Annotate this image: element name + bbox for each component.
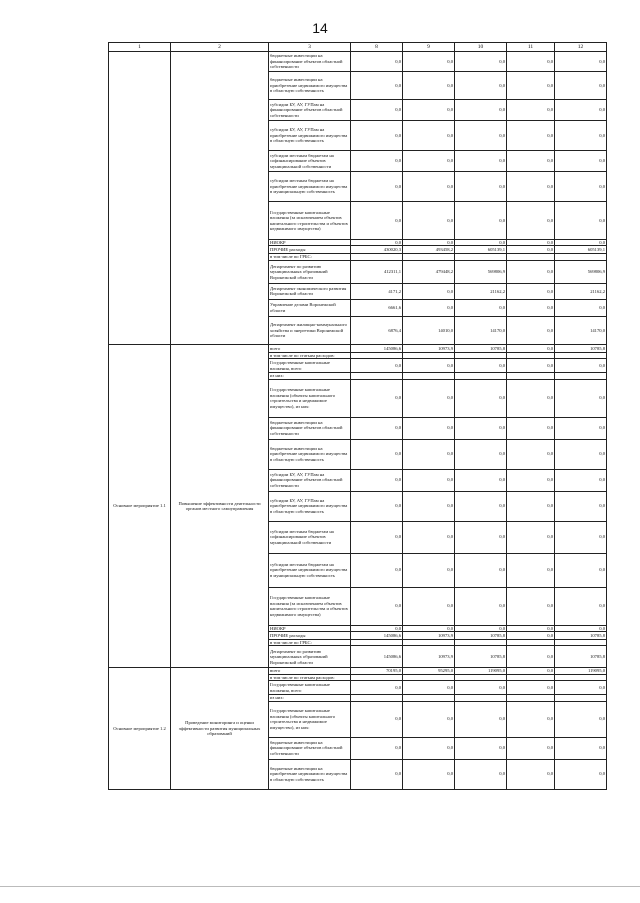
- header-cell: 1: [109, 43, 171, 52]
- expense-label: НИОКР: [269, 625, 351, 631]
- value-cell: 0,0: [403, 469, 455, 491]
- value-cell: 0,0: [507, 52, 555, 72]
- expense-label: Департамент экономического развития Воронежской области: [269, 283, 351, 299]
- expense-label: в том числе по статьям расходов:: [269, 674, 351, 680]
- measure-name-cell: Проведение мониторинга и оценки эффективности развития муниципальных образований: [171, 668, 269, 789]
- value-cell: 0,0: [403, 491, 455, 521]
- value-cell: 0,0: [455, 52, 507, 72]
- value-cell: 119095,0: [455, 668, 507, 674]
- header-cell: 9: [403, 43, 455, 52]
- value-cell: 0,0: [507, 491, 555, 521]
- value-cell: 0,0: [403, 151, 455, 172]
- value-cell: 0,0: [403, 587, 455, 625]
- value-cell: 605139,1: [455, 246, 507, 254]
- value-cell: 0,0: [555, 625, 607, 631]
- value-cell: 0,0: [455, 72, 507, 100]
- value-cell: 0,0: [455, 359, 507, 373]
- value-cell: 0,0: [455, 701, 507, 737]
- expense-label: субсидии БУ, АУ, ГУПам на финансирование объектов областной собственности: [269, 100, 351, 121]
- value-cell: 0,0: [403, 439, 455, 469]
- value-cell: 0,0: [351, 240, 403, 246]
- value-cell: 0,0: [555, 701, 607, 737]
- value-cell: 0,0: [403, 625, 455, 631]
- value-cell: 0,0: [351, 52, 403, 72]
- value-cell: 4171,2: [351, 283, 403, 299]
- value-cell: 0,0: [403, 202, 455, 240]
- value-cell: 0,0: [455, 439, 507, 469]
- table-row: [109, 52, 607, 72]
- expense-label: субсидии БУ, АУ, ГУПам на приобретение недвижимого имущества в областную собственность: [269, 491, 351, 521]
- expense-label: Государственные капитальные вложения (объекты капитального строительства и недвижимое имущество), из них:: [269, 379, 351, 417]
- value-cell: 430020,3: [351, 246, 403, 254]
- value-cell: 0,0: [351, 379, 403, 417]
- expense-label: Государственные капитальные вложения (за исключением объектов капитального строительства и объектов недвижимого имущества): [269, 587, 351, 625]
- value-cell: 0,0: [403, 379, 455, 417]
- expense-label: Государственные капитальные вложения (объекты капитального строительства и недвижимое имущество), из них:: [269, 701, 351, 737]
- expense-label: субсидии местным бюджетам на приобретение недвижимого имущества в муниципальную собственность: [269, 172, 351, 202]
- value-cell: 0,0: [403, 299, 455, 316]
- value-cell: 0,0: [455, 491, 507, 521]
- value-cell: 0,0: [351, 625, 403, 631]
- value-cell: 14010,0: [403, 316, 455, 344]
- value-cell: 0,0: [507, 359, 555, 373]
- value-cell: 0,0: [351, 553, 403, 587]
- value-cell: 0,0: [507, 668, 555, 674]
- value-cell: 0,0: [555, 491, 607, 521]
- value-cell: 0,0: [403, 701, 455, 737]
- value-cell: 10785,8: [555, 344, 607, 352]
- value-cell: 0,0: [351, 491, 403, 521]
- value-cell: 14170,0: [555, 316, 607, 344]
- value-cell: 0,0: [507, 100, 555, 121]
- expense-label: из них:: [269, 695, 351, 701]
- value-cell: 0,0: [351, 417, 403, 439]
- expense-label: бюджетные инвестиции на приобретение недвижимого имущества в областную собственность: [269, 72, 351, 100]
- value-cell: 0,0: [507, 246, 555, 254]
- value-cell: 0,0: [507, 701, 555, 737]
- value-cell: 0,0: [351, 100, 403, 121]
- value-cell: 0,0: [455, 299, 507, 316]
- value-cell: 0,0: [351, 681, 403, 695]
- value-cell: 0,0: [455, 681, 507, 695]
- table-row: [109, 344, 607, 352]
- value-cell: 95295,0: [403, 668, 455, 674]
- value-cell: 0,0: [507, 737, 555, 759]
- value-cell: 0,0: [507, 632, 555, 640]
- value-cell: 10973,9: [403, 646, 455, 668]
- expense-label: субсидии БУ, АУ, ГУПам на финансирование объектов областной собственности: [269, 469, 351, 491]
- measure-name-cell: Повышение эффективности деятельности органов местного самоуправления: [171, 344, 269, 668]
- value-cell: 0,0: [555, 469, 607, 491]
- value-cell: 0,0: [555, 379, 607, 417]
- scan-edge-line: [0, 886, 640, 887]
- value-cell: 70195,0: [351, 668, 403, 674]
- value-cell: 0,0: [507, 759, 555, 789]
- value-cell: 0,0: [507, 379, 555, 417]
- value-cell: 0,0: [351, 737, 403, 759]
- value-cell: 0,0: [555, 359, 607, 373]
- value-cell: 0,0: [555, 172, 607, 202]
- expense-label: в том числе по ГРБС:: [269, 254, 351, 260]
- value-cell: 0,0: [507, 283, 555, 299]
- value-cell: 0,0: [455, 521, 507, 553]
- value-cell: 0,0: [351, 202, 403, 240]
- value-cell: 0,0: [555, 587, 607, 625]
- expense-label: в том числе по статьям расходов:: [269, 352, 351, 358]
- value-cell: 145086,6: [351, 632, 403, 640]
- value-cell: 0,0: [351, 172, 403, 202]
- value-cell: 0,0: [555, 121, 607, 151]
- measure-cell: Основное мероприятие 1.1: [109, 344, 171, 668]
- value-cell: 10973,9: [403, 344, 455, 352]
- value-cell: 0,0: [555, 439, 607, 469]
- value-cell: 0,0: [403, 52, 455, 72]
- value-cell: 0,0: [555, 202, 607, 240]
- expense-label: ПРОЧИЕ расходы: [269, 632, 351, 640]
- value-cell: 0,0: [403, 521, 455, 553]
- expense-label: субсидии БУ, АУ, ГУПам на приобретение недвижимого имущества в областную собственность: [269, 121, 351, 151]
- value-cell: 412311,1: [351, 260, 403, 283]
- value-cell: 0,0: [403, 681, 455, 695]
- header-cell: 11: [507, 43, 555, 52]
- value-cell: 0,0: [507, 681, 555, 695]
- value-cell: 119095,0: [555, 668, 607, 674]
- value-cell: 145086,6: [351, 646, 403, 668]
- value-cell: 145086,6: [351, 344, 403, 352]
- value-cell: 0,0: [507, 316, 555, 344]
- value-cell: 0,0: [351, 151, 403, 172]
- measure-cell: [109, 52, 171, 345]
- budget-table: [108, 42, 607, 790]
- value-cell: 605139,1: [555, 246, 607, 254]
- value-cell: 0,0: [403, 359, 455, 373]
- header-cell: 8: [351, 43, 403, 52]
- value-cell: 0,0: [507, 587, 555, 625]
- expense-label: Департамент по развитию муниципальных образований Воронежской области: [269, 260, 351, 283]
- expense-label: из них:: [269, 373, 351, 379]
- value-cell: 479448,2: [403, 260, 455, 283]
- value-cell: 493458,2: [403, 246, 455, 254]
- value-cell: 0,0: [403, 72, 455, 100]
- expense-label: всего: [269, 668, 351, 674]
- measure-cell: Основное мероприятие 1.2: [109, 668, 171, 789]
- expense-label: субсидии местным бюджетам на приобретение недвижимого имущества в муниципальную собственность: [269, 553, 351, 587]
- expense-label: бюджетные инвестиции на приобретение недвижимого имущества в областную собственность: [269, 439, 351, 469]
- value-cell: 6661,6: [351, 299, 403, 316]
- value-cell: 0,0: [455, 417, 507, 439]
- value-cell: 0,0: [555, 681, 607, 695]
- value-cell: 0,0: [507, 151, 555, 172]
- expense-label: бюджетные инвестиции на финансирование объектов областной собственности: [269, 417, 351, 439]
- value-cell: 10785,8: [455, 646, 507, 668]
- value-cell: 0,0: [507, 121, 555, 151]
- value-cell: 0,0: [507, 439, 555, 469]
- expense-label: бюджетные инвестиции на финансирование объектов областной собственности: [269, 52, 351, 72]
- value-cell: 0,0: [455, 469, 507, 491]
- expense-label: субсидии местным бюджетам на софинансирование объектов муниципальной собственности: [269, 151, 351, 172]
- value-cell: 569806,9: [455, 260, 507, 283]
- value-cell: 10973,9: [403, 632, 455, 640]
- value-cell: 0,0: [555, 759, 607, 789]
- value-cell: 10785,8: [455, 344, 507, 352]
- value-cell: 0,0: [555, 521, 607, 553]
- value-cell: 10785,8: [555, 632, 607, 640]
- value-cell: 0,0: [403, 172, 455, 202]
- expense-label: Департамент жилищно-коммунального хозяйства и энергетики Воронежской области: [269, 316, 351, 344]
- value-cell: 0,0: [455, 587, 507, 625]
- value-cell: 21162,2: [455, 283, 507, 299]
- value-cell: 0,0: [403, 121, 455, 151]
- header-cell: 2: [171, 43, 269, 52]
- expense-label: Государственные капитальные вложения, всего: [269, 359, 351, 373]
- value-cell: 10785,8: [455, 632, 507, 640]
- value-cell: 569806,9: [555, 260, 607, 283]
- expense-label: бюджетные инвестиции на приобретение недвижимого имущества в областную собственность: [269, 759, 351, 789]
- value-cell: 0,0: [455, 625, 507, 631]
- value-cell: 0,0: [351, 72, 403, 100]
- value-cell: 0,0: [507, 72, 555, 100]
- value-cell: 0,0: [351, 469, 403, 491]
- value-cell: 0,0: [403, 553, 455, 587]
- expense-label: НИОКР: [269, 240, 351, 246]
- value-cell: 0,0: [507, 417, 555, 439]
- measure-name-cell: [171, 52, 269, 345]
- expense-label: ПРОЧИЕ расходы: [269, 246, 351, 254]
- value-cell: 0,0: [555, 240, 607, 246]
- header-cell: 3: [269, 43, 351, 52]
- value-cell: 0,0: [351, 121, 403, 151]
- value-cell: 0,0: [555, 52, 607, 72]
- value-cell: 0,0: [351, 759, 403, 789]
- value-cell: 0,0: [455, 172, 507, 202]
- value-cell: 0,0: [455, 151, 507, 172]
- value-cell: 0,0: [507, 553, 555, 587]
- value-cell: 0,0: [455, 737, 507, 759]
- value-cell: 0,0: [507, 240, 555, 246]
- expense-label: бюджетные инвестиции на финансирование объектов областной собственности: [269, 737, 351, 759]
- value-cell: 0,0: [507, 521, 555, 553]
- value-cell: 0,0: [351, 701, 403, 737]
- header-cell: 12: [555, 43, 607, 52]
- value-cell: 0,0: [403, 737, 455, 759]
- value-cell: 0,0: [507, 299, 555, 316]
- value-cell: 0,0: [555, 100, 607, 121]
- expense-label: Государственные капитальные вложения (за исключением объектов капитального строительства и объектов недвижимого имущества): [269, 202, 351, 240]
- value-cell: 0,0: [403, 283, 455, 299]
- expense-label: Государственные капитальные вложения, всего: [269, 681, 351, 695]
- value-cell: 0,0: [455, 759, 507, 789]
- value-cell: 0,0: [455, 240, 507, 246]
- value-cell: 0,0: [351, 587, 403, 625]
- value-cell: 0,0: [455, 379, 507, 417]
- value-cell: 0,0: [555, 553, 607, 587]
- value-cell: 0,0: [555, 417, 607, 439]
- value-cell: 0,0: [555, 737, 607, 759]
- expense-label: Управление делами Воронежской области: [269, 299, 351, 316]
- value-cell: 0,0: [351, 359, 403, 373]
- value-cell: 0,0: [507, 646, 555, 668]
- expense-label: всего: [269, 344, 351, 352]
- value-cell: 0,0: [403, 100, 455, 121]
- page-number: 14: [312, 20, 328, 36]
- value-cell: 0,0: [455, 100, 507, 121]
- header-cell: 10: [455, 43, 507, 52]
- value-cell: 0,0: [555, 299, 607, 316]
- value-cell: 0,0: [555, 72, 607, 100]
- value-cell: 0,0: [507, 625, 555, 631]
- value-cell: 0,0: [555, 151, 607, 172]
- value-cell: 0,0: [455, 202, 507, 240]
- value-cell: 0,0: [507, 469, 555, 491]
- value-cell: 0,0: [507, 344, 555, 352]
- value-cell: 14170,0: [455, 316, 507, 344]
- expense-label: Департамент по развитию муниципальных образований Воронежской области: [269, 646, 351, 668]
- value-cell: 0,0: [403, 240, 455, 246]
- expense-label: субсидии местным бюджетам на софинансирование объектов муниципальной собственности: [269, 521, 351, 553]
- header-row: [109, 43, 607, 52]
- value-cell: 0,0: [507, 260, 555, 283]
- value-cell: 6876,4: [351, 316, 403, 344]
- value-cell: 0,0: [351, 521, 403, 553]
- value-cell: 0,0: [507, 202, 555, 240]
- value-cell: 0,0: [455, 121, 507, 151]
- value-cell: 21162,2: [555, 283, 607, 299]
- value-cell: 10785,8: [555, 646, 607, 668]
- value-cell: 0,0: [351, 439, 403, 469]
- value-cell: 0,0: [403, 759, 455, 789]
- value-cell: 0,0: [403, 417, 455, 439]
- expense-label: в том числе по ГРБС:: [269, 640, 351, 646]
- value-cell: 0,0: [455, 553, 507, 587]
- value-cell: 0,0: [507, 172, 555, 202]
